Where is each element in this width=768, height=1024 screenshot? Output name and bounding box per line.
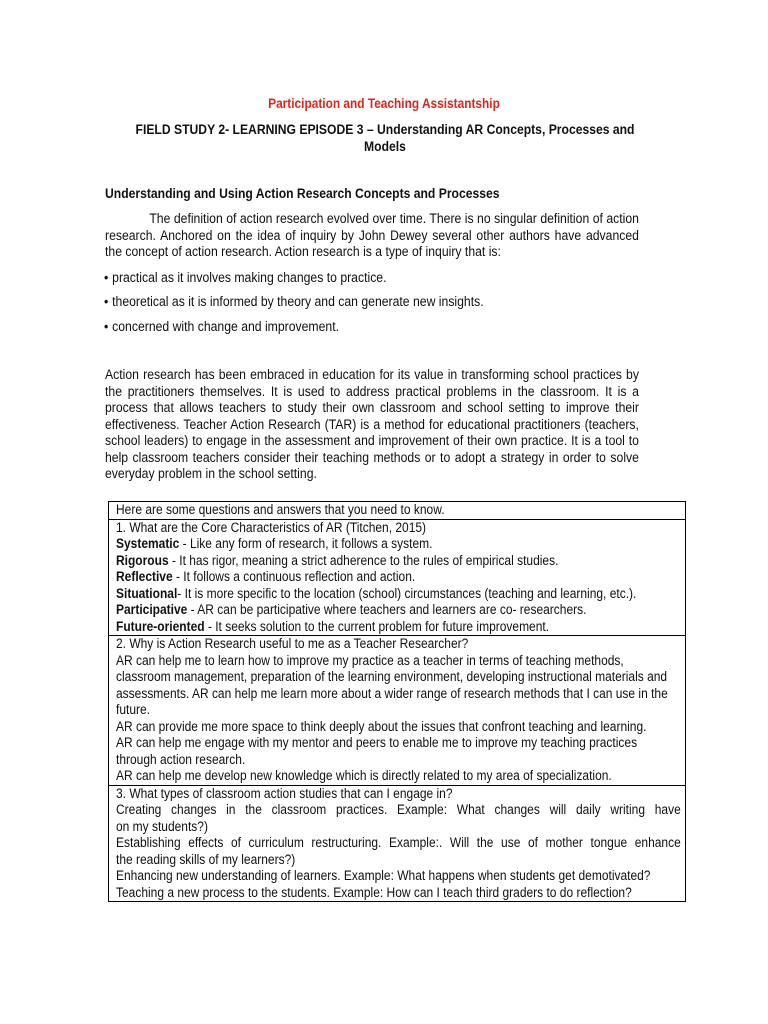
episode-subtitle (133, 121, 637, 155)
body-paragraph: Action research has been embraced in education for its value in transforming school practices by the practitioners themselves. It is used to address practical problems in the classroom. It is a process that allows teachers to study their own classroom and school setting to improve their effectiveness. Teacher Action Research (TAR) is a method for educational practitioners (teachers, school leaders) to engage in the assessment and improvement of their own practice. It is a tool to help classroom teachers consider their teaching methods or to adopt a strategy in order to solve everyday problem in the school setting. (105, 367, 639, 481)
answer-line: Establishing effects of curriculum restructuring. Example:. Will the use of mother tongue enhance (116, 835, 681, 850)
qa-table-intro-row (109, 502, 685, 520)
characteristic-text: - It follows a continuous reflection and action. (172, 569, 416, 584)
answer-line: AR can help me to learn how to improve my practice as a teacher in terms of teaching methods, (116, 652, 624, 668)
characteristic-text: - It is more specific to the location (school) circumstances (teaching and learning, etc.). (177, 585, 637, 601)
characteristic-item (116, 553, 681, 570)
answer-line: assessments. AR can help me learn more about a wider range of research methods that I can use in the (116, 685, 668, 701)
bullet-item (104, 294, 484, 309)
qa-row-usefulness (109, 636, 685, 786)
characteristic-term: Participative (116, 602, 188, 617)
answer-line: Teaching a new process to the students. Example: How can I teach third graders to do reflection? (116, 884, 632, 900)
characteristic-item (116, 536, 681, 553)
bullet-text: concerned with change and improvement. (112, 319, 339, 334)
bullet-symbol: • (104, 270, 109, 285)
section-heading: Understanding and Using Action Research Concepts and Processes (105, 186, 500, 201)
answer-line: AR can help me develop new knowledge which is directly related to my area of specialization. (116, 768, 612, 783)
answer-line: through action research. (116, 751, 246, 767)
characteristic-item (116, 602, 681, 619)
question-3: 3. What types of classroom action studies that can I engage in? (116, 785, 453, 801)
intro-paragraph: The definition of action research evolved over time. There is no singular definition of action research. Anchored on the idea of inquiry by John Dewey several other authors have advanced the concept of action research. Action research is a type of inquiry that is: (105, 211, 639, 259)
answer-line: future. (116, 702, 150, 717)
characteristic-item (116, 569, 681, 586)
characteristic-term: Situational (116, 585, 178, 601)
answer-line: AR can provide me more space to think deeply about the issues that confront teaching and learning. (116, 718, 647, 734)
answer-line: AR can help me engage with my mentor and peers to enable me to improve my teaching practices (116, 735, 638, 750)
characteristic-term: Reflective (116, 569, 173, 584)
qa-row-study-types (109, 786, 685, 902)
answer-line: the reading skills of my learners?) (116, 851, 296, 867)
characteristic-item (116, 586, 681, 603)
answer-line: classroom management, preparation of the learning environment, developing instructional materials and (116, 669, 668, 684)
question-2: 2. Why is Action Research useful to me as a Teacher Researcher? (116, 636, 469, 651)
bullet-text: practical as it involves making changes to practice. (112, 270, 387, 285)
episode-subtitle-bold: FIELD STUDY 2- LEARNING EPISODE 3 (135, 122, 364, 137)
characteristic-text: - It has rigor, meaning a strict adherence to the rules of empirical studies. (168, 552, 559, 568)
answer-line: Creating changes in the classroom practices. Example: What changes will daily writing have (116, 802, 681, 817)
characteristic-text: - It seeks solution to the current problem for future improvement. (204, 618, 550, 634)
document-title: Participation and Teaching Assistantship (268, 96, 500, 111)
question-1: 1. What are the Core Characteristics of AR (Titchen, 2015) (116, 519, 427, 535)
bullet-item (104, 319, 339, 334)
episode-subtitle-rest: – Understanding AR Concepts, Processes and Models (363, 122, 635, 154)
characteristic-term: Systematic (116, 536, 180, 551)
bullet-text: theoretical as it is informed by theory and can generate new insights. (112, 294, 484, 309)
answer-line: Enhancing new understanding of learners. Example: What happens when students get demotivated? (116, 868, 651, 883)
bullet-symbol: • (104, 319, 109, 334)
qa-table (108, 501, 686, 902)
bullet-item (104, 270, 387, 285)
characteristic-term: Rigorous (116, 552, 169, 568)
answer-line: on my students?) (116, 818, 208, 834)
characteristic-item (116, 619, 681, 636)
qa-row-core-characteristics (109, 520, 685, 637)
characteristic-text: - AR can be participative where teachers and learners are co- researchers. (187, 602, 587, 617)
table-intro-text: Here are some questions and answers that you need to know. (116, 502, 445, 517)
bullet-symbol: • (104, 294, 109, 309)
characteristic-text: - Like any form of research, it follows a system. (179, 536, 433, 551)
characteristic-term: Future-oriented (116, 618, 205, 634)
